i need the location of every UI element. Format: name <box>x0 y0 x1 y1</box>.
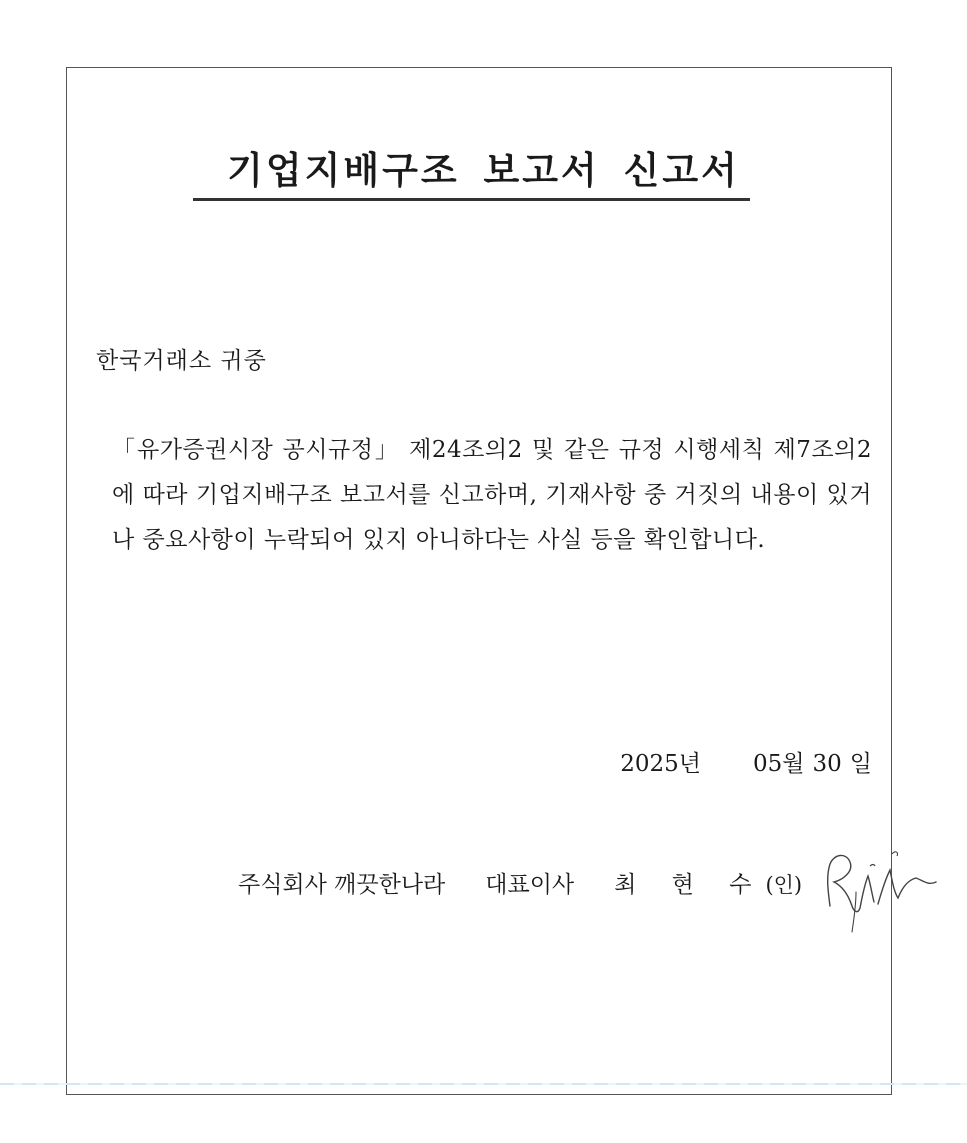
date-day-suffix: 일 <box>849 751 872 777</box>
document-frame <box>66 67 892 1095</box>
document-title: 기업지배구조 보고서 신고서 <box>227 149 740 192</box>
date-month: 05월 <box>753 751 805 777</box>
signature-line <box>238 866 802 899</box>
representative-title: 대표이사 <box>485 872 575 898</box>
declaration-body: 「유가증권시장 공시규정」 제24조의2 및 같은 규정 시행세칙 제7조의2에 따라 기업지배구조 보고서를 신고하며, 기재사항 중 거짓의 내용이 있거나 중요사항이 누락되어 있지 아니하다는 사실 등을 확인합니다. <box>112 437 872 553</box>
seal-mark: (인) <box>765 873 803 897</box>
recipient: 한국거래소 귀중 <box>96 348 267 374</box>
company-name: 주식회사 깨끗한나라 <box>238 872 446 898</box>
title-underline <box>193 198 750 201</box>
date-day: 30 <box>812 751 842 777</box>
representative-name: 최 현 수 <box>614 872 766 898</box>
handwritten-signature <box>812 836 942 936</box>
scan-edge-line <box>0 1083 967 1085</box>
date-year: 2025년 <box>620 751 701 777</box>
date-line <box>620 745 872 778</box>
